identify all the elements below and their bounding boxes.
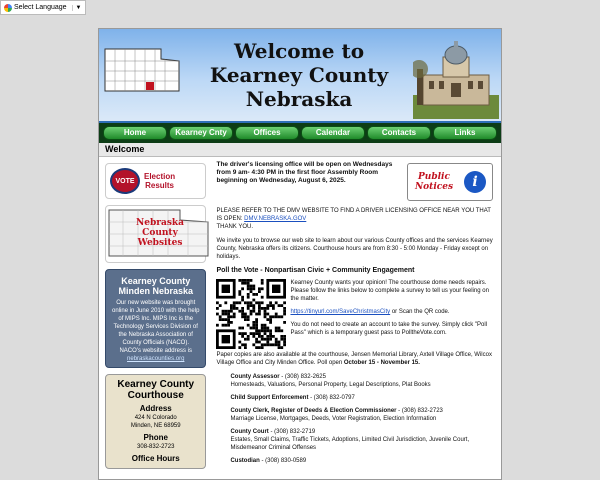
sidebar bbox=[99, 157, 210, 470]
public-notices-line-1: Public bbox=[418, 172, 450, 182]
main-nav bbox=[99, 123, 501, 143]
department-services: Homesteads, Valuations, Personal Property, Legal Descriptions, Plat Books bbox=[230, 382, 431, 388]
poll-intro: Kearney County wants your opinion! The courthouse dome needs repairs. Please follow the links below to complete a survey to tell us your feeling on the matter. bbox=[290, 280, 489, 302]
department-item bbox=[230, 428, 497, 452]
election-results-button[interactable] bbox=[105, 163, 206, 199]
info-icon: i bbox=[464, 171, 486, 193]
main-content bbox=[210, 157, 501, 470]
paper-copies-text: Paper copies are also available at the courthouse, Jensen Memorial Library, Axtell Village Office, Wilcox Village Office and City Minden Office. Poll open bbox=[216, 352, 492, 366]
department-name[interactable]: County Court bbox=[230, 429, 269, 435]
websites-line-1: Nebraska bbox=[136, 218, 184, 228]
department-name[interactable]: County Clerk, Register of Deeds & Election Commissioner bbox=[230, 408, 397, 414]
poll-dates: October 15 - November 15. bbox=[343, 360, 420, 366]
nav-home[interactable]: Home bbox=[103, 126, 167, 140]
language-selector[interactable] bbox=[0, 0, 86, 15]
department-item bbox=[230, 407, 497, 423]
poll-heading: Poll the Vote - Nonpartisan Civic + Community Engagement bbox=[216, 267, 415, 274]
department-item bbox=[230, 457, 497, 465]
dmv-thanks: THANK YOU. bbox=[216, 224, 254, 230]
courthouse-image bbox=[413, 35, 499, 119]
nav-links[interactable]: Links bbox=[433, 126, 497, 140]
intro-text: We invite you to browse our web site to learn about our various County offices and the services Kearney County, Nebraska offers its citizens. Courthouse hours are from 8:30 - 5:00 Monday - Friday except on holidays. bbox=[216, 238, 493, 260]
department-item bbox=[230, 394, 497, 402]
address-line-2: Minden, NE 68959 bbox=[130, 423, 181, 429]
department-name[interactable]: Custodian bbox=[230, 458, 260, 464]
language-label: Select Language bbox=[14, 4, 67, 11]
minden-info-box bbox=[105, 269, 206, 368]
minden-title: Kearney County Minden Nebraska bbox=[118, 276, 193, 296]
department-phone: - (308) 832-2719 bbox=[268, 429, 316, 435]
banner-title bbox=[209, 39, 389, 111]
poll-section bbox=[216, 279, 497, 349]
department-item bbox=[230, 373, 497, 389]
election-line-2: Results bbox=[145, 181, 175, 190]
nav-kearney-cnty[interactable]: Kearney Cnty bbox=[169, 126, 233, 140]
department-phone: - (308) 832-2625 bbox=[279, 374, 326, 380]
department-name[interactable]: Child Support Enforcement bbox=[230, 395, 309, 401]
breadcrumb: Welcome bbox=[99, 143, 501, 157]
hours-heading: Office Hours bbox=[131, 454, 180, 463]
nav-contacts[interactable]: Contacts bbox=[367, 126, 431, 140]
dmv-refer-text: PLEASE REFER TO THE DMV WEBSITE TO FIND A DRIVER LICENSING OFFICE NEAR YOU THAT IS OPEN: bbox=[216, 208, 491, 222]
site-banner bbox=[99, 29, 501, 123]
websites-line-2: County bbox=[142, 228, 178, 238]
nav-calendar[interactable]: Calendar bbox=[301, 126, 365, 140]
banner-line-1: Welcome to bbox=[233, 39, 365, 63]
department-name[interactable]: County Assessor bbox=[230, 374, 280, 380]
department-phone: - (308) 832-2723 bbox=[396, 408, 443, 414]
dmv-link[interactable]: DMV.NEBRASKA.GOV bbox=[244, 216, 307, 222]
vote-icon: VOTE bbox=[110, 168, 140, 194]
dmv-notice: The driver's licensing office will be open on Wednesdays from 9 am- 4:30 PM in the first floor Assembly Room beginning on Wednesday, August 6, 2025. bbox=[216, 161, 393, 184]
nebraska-county-websites-button[interactable] bbox=[105, 205, 206, 263]
nebraska-map-icon bbox=[103, 43, 181, 93]
address-line-1: 424 N Colorado bbox=[134, 415, 177, 421]
google-icon bbox=[4, 4, 12, 12]
courthouse-title: Kearney County Courthouse bbox=[117, 379, 195, 401]
banner-line-2: Kearney County bbox=[209, 63, 389, 87]
survey-link[interactable]: https://tinyurl.com/SaveChristmasCity bbox=[290, 309, 391, 315]
public-notices-line-2: Notices bbox=[414, 182, 454, 192]
courthouse-info-box bbox=[105, 374, 206, 469]
department-list bbox=[216, 373, 497, 465]
phone-heading: Phone bbox=[143, 433, 168, 442]
banner-line-3: Nebraska bbox=[245, 87, 353, 111]
department-services: Estates, Small Claims, Traffic Tickets, Adoptions, Limited Civil Jurisdiction, Juvenile Court, Misdemeanor Criminal Offenses bbox=[230, 437, 470, 451]
survey-link-suffix: or Scan the QR code. bbox=[390, 309, 450, 315]
department-services: Marriage License, Mortgages, Deeds, Voter Registration, Election Information bbox=[230, 416, 437, 422]
department-phone: - (308) 830-0589 bbox=[259, 458, 307, 464]
qr-code[interactable] bbox=[216, 279, 286, 349]
department-phone: - (308) 832-0797 bbox=[308, 395, 355, 401]
websites-line-3: Websites bbox=[137, 238, 183, 248]
page-container bbox=[98, 28, 502, 480]
naco-link[interactable]: nebraskacounties.org bbox=[127, 356, 185, 362]
election-line-1: Election bbox=[144, 172, 176, 181]
address-heading: Address bbox=[139, 404, 172, 413]
nav-offices[interactable]: Offices bbox=[235, 126, 299, 140]
minden-body: Our new website was brought online in June 2010 with the help of MIPS Inc. MIPS Inc is the Technology Services Division of the Nebraska Association of County Officials (NACO). NACO's website address is bbox=[112, 300, 200, 354]
phone-number: 308-832-2723 bbox=[137, 444, 175, 450]
poll-pass-text: You do not need to create an account to take the survey. Simply click "Poll Pass" which is a temporary guest pass to PolltheVote.com. bbox=[290, 322, 488, 336]
chevron-down-icon: ▼ bbox=[72, 5, 82, 11]
public-notices-button[interactable] bbox=[407, 163, 493, 201]
